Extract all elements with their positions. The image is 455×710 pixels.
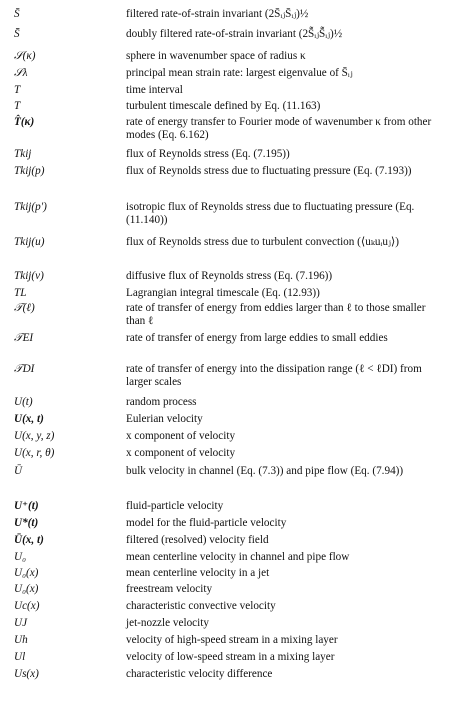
description: isotropic flux of Reynolds stress due to fluctuating pressure (Eq. (11.140)): [126, 201, 415, 227]
symbol: S̄: [14, 8, 20, 20]
description: Eulerian velocity: [126, 413, 203, 425]
description: bulk velocity in channel (Eq. (7.3)) and pipe flow (Eq. (7.94)): [126, 465, 404, 477]
description: turbulent timescale defined by Eq. (11.163): [126, 100, 321, 112]
symbol: 𝒯(ℓ): [14, 302, 35, 314]
description: principal mean strain rate: largest eigenvalue of S̄ᵢⱼ: [126, 67, 353, 79]
description: filtered (resolved) velocity field: [126, 534, 269, 546]
symbol: T̂(κ): [14, 116, 35, 128]
symbol: U⁺(t): [14, 500, 39, 512]
symbol: Tkij(ν): [14, 270, 44, 282]
description: flux of Reynolds stress (Eq. (7.195)): [126, 148, 290, 160]
description: flux of Reynolds stress due to fluctuating pressure (Eq. (7.193)): [126, 165, 412, 177]
symbol: U₀: [14, 551, 26, 563]
symbol: 𝒮(κ): [14, 50, 36, 62]
description: rate of transfer of energy from eddies larger than ℓ to those smaller than ℓ: [126, 302, 426, 328]
symbol: Uc(x): [14, 600, 40, 612]
symbol: Us(x): [14, 668, 39, 680]
symbol: U(x, y, z): [14, 430, 55, 442]
description: mean centerline velocity in channel and pipe flow: [126, 551, 350, 563]
symbol: Tkij(p): [14, 165, 45, 177]
description: x component of velocity: [126, 430, 236, 442]
description: velocity of high-speed stream in a mixing layer: [126, 634, 338, 646]
symbol: T: [14, 100, 21, 112]
description: time interval: [126, 84, 183, 96]
symbol: 𝒯DI: [14, 363, 35, 375]
description: x component of velocity: [126, 447, 236, 459]
description: filtered rate-of-strain invariant (2S̄ᵢⱼS̄ᵢⱼ)½: [126, 8, 309, 20]
symbol: Ū: [14, 465, 23, 477]
description: freestream velocity: [126, 583, 213, 595]
symbol: S̄̄: [14, 28, 20, 40]
symbol: Tkij(p′): [14, 201, 47, 213]
symbol: TL: [14, 287, 27, 299]
symbol: 𝒮λ: [14, 67, 28, 79]
symbol: U*(t): [14, 517, 39, 529]
symbol: U(x, r, θ): [14, 447, 55, 459]
symbol: U(x, t): [14, 413, 44, 425]
description: diffusive flux of Reynolds stress (Eq. (7.196)): [126, 270, 333, 282]
description: sphere in wavenumber space of radius κ: [126, 50, 306, 62]
description: rate of transfer of energy into the dissipation range (ℓ < ℓDI) from larger scales: [126, 363, 422, 389]
description: rate of energy transfer to Fourier mode of wavenumber κ from other modes (Eq. 6.162): [126, 116, 432, 142]
symbol: U₀(x): [14, 583, 39, 595]
symbol: Ū(x, t): [14, 534, 44, 546]
symbol: Ul: [14, 651, 26, 663]
symbol: UJ: [14, 617, 28, 629]
description: random process: [126, 396, 197, 408]
description: flux of Reynolds stress due to turbulent convection (⟨uₖuᵢuⱼ⟩): [126, 236, 399, 248]
description: model for the fluid-particle velocity: [126, 517, 287, 529]
symbol: Tkij: [14, 148, 32, 160]
symbol: U₀(x): [14, 567, 39, 579]
description: mean centerline velocity in a jet: [126, 567, 270, 579]
description: velocity of low-speed stream in a mixing layer: [126, 651, 335, 663]
description: characteristic velocity difference: [126, 668, 273, 680]
description: characteristic convective velocity: [126, 600, 276, 612]
symbol: 𝒯EI: [14, 332, 34, 344]
symbol: T: [14, 84, 21, 96]
symbol: U(t): [14, 396, 33, 408]
description: fluid-particle velocity: [126, 500, 224, 512]
description: rate of transfer of energy from large eddies to small eddies: [126, 332, 388, 344]
symbol: Tkij(u): [14, 236, 45, 248]
symbol: Uh: [14, 634, 28, 646]
description: Lagrangian integral timescale (Eq. (12.93)): [126, 287, 320, 299]
description: jet-nozzle velocity: [126, 617, 209, 629]
description: doubly filtered rate-of-strain invariant (2S̃̄ᵢⱼS̃̄ᵢⱼ)½: [126, 28, 343, 40]
